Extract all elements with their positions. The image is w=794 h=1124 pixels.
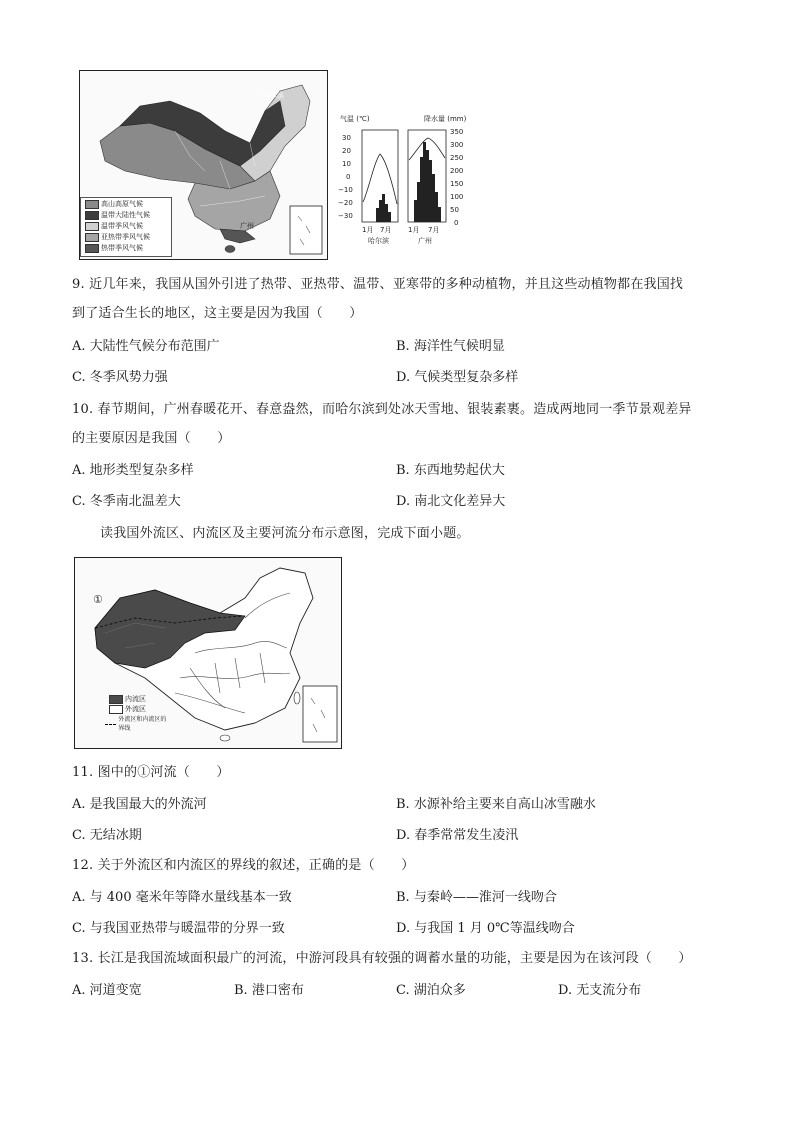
climate-map-figure [79,70,328,260]
south-sea-inset [290,206,322,254]
question-12-option-a[interactable]: A. 与 400 毫米年等降水量线基本一致 [72,890,292,905]
month-label: 7月 [380,226,392,234]
legend-swatch-exterior [109,705,123,714]
hainan-island [225,246,235,253]
harbin-precip-bars [376,194,391,222]
legend-swatch-plateau [85,200,99,209]
svg-text:200: 200 [450,167,464,175]
legend-label: 内流区 [125,695,146,703]
svg-text:30: 30 [342,134,351,142]
month-label: 1月 [362,226,374,234]
question-10-option-c[interactable]: C. 冬季南北温差大 [72,494,181,509]
climate-charts-figure [338,112,468,252]
question-13-option-d[interactable]: D. 无支流分布 [558,983,642,998]
question-10-option-d[interactable]: D. 南北文化差异大 [396,494,506,509]
question-12-option-d[interactable]: D. 与我国 1 月 0℃等温线吻合 [396,921,575,936]
svg-text:150: 150 [450,180,464,188]
climate-legend [80,197,172,257]
svg-text:0: 0 [454,219,459,227]
hainan-island [220,735,230,741]
question-9-stem-line1: 9. 近几年来，我国从国外引进了热带、亚热带、温带、亚寒带的多种动植物，并且这些动植物都在我国找 [72,277,684,292]
precip-ticks [450,128,463,227]
svg-text:100: 100 [450,193,464,201]
legend-swatch-temperate-monsoon [85,222,99,231]
question-9-option-a[interactable]: A. 大陆性气候分布范围广 [72,339,220,354]
question-9-option-c[interactable]: C. 冬季风势力强 [72,370,168,385]
question-12-stem: 12. 关于外流区和内流区的界线的叙述，正确的是（ ） [72,858,415,873]
question-12-option-c[interactable]: C. 与我国亚热带与暖温带的分界一致 [72,921,285,936]
question-11-option-a[interactable]: A. 是我国最大的外流河 [72,797,207,812]
legend-label: 高山高原气候 [101,200,143,208]
legend-swatch-subtropical-monsoon [85,233,99,242]
map-label-harbin: 哈尔滨 [263,92,284,100]
svg-text:300: 300 [450,141,464,149]
question-9-stem-line2: 到了适合生长的地区，这主要是因为我国（ ） [72,306,363,321]
question-10-stem-line1: 10. 春节期间，广州春暖花开、春意盎然，而哈尔滨到处冰天雪地、银装素裹。造成两地同一季节景观差异 [72,402,692,417]
legend-label: 温带大陆性气候 [101,211,150,219]
legend-label: 热带季风气候 [101,244,143,252]
svg-text:50: 50 [450,206,459,214]
svg-text:250: 250 [450,154,464,162]
question-10-option-a[interactable]: A. 地形类型复杂多样 [72,463,194,478]
question-9-option-d[interactable]: D. 气候类型复杂多样 [396,370,519,385]
svg-text:0: 0 [346,173,351,181]
map-label-guangzhou: 广州 [240,222,254,230]
climate-charts-drawing [338,112,468,252]
question-13-option-a[interactable]: A. 河道变宽 [72,983,142,998]
reading-instruction: 读我国外流区、内流区及主要河流分布示意图，完成下面小题。 [100,526,470,541]
harbin-temp-curve [363,154,397,204]
question-10-option-b[interactable]: B. 东西地势起伏大 [396,463,505,478]
question-11-option-d[interactable]: D. 春季常常发生凌汛 [396,828,519,843]
legend-swatch-boundary [105,724,116,725]
question-11-stem: 11. 图中的①河流（ ） [72,765,230,780]
city-label-harbin: 哈尔滨 [368,237,389,245]
legend-label: 亚热带季风气候 [101,233,150,241]
drainage-map-figure [74,557,342,749]
precip-axis-label: 降水量 (mm) [424,115,467,123]
taiwan-island [294,692,300,704]
svg-text:20: 20 [342,147,351,155]
question-10-stem-line2: 的主要原因是我国（ ） [72,431,231,446]
tropical-monsoon-region [220,229,255,243]
svg-text:−10: −10 [338,186,353,194]
city-label-guangzhou: 广州 [418,237,432,245]
legend-label: 外流区 [125,705,146,713]
question-13-stem: 13. 长江是我国流域面积最广的河流，中游河段具有较强的调蓄水量的功能，主要是因为在该河段（ ） [72,951,692,966]
legend-swatch-tropical-monsoon [85,244,99,253]
question-9-option-b[interactable]: B. 海洋性气候明显 [396,339,505,354]
legend-label: 外流区和内流区的界线 [118,716,167,732]
question-11-option-c[interactable]: C. 无结冰期 [72,828,142,843]
svg-text:350: 350 [450,128,464,136]
month-label: 7月 [428,226,440,234]
svg-text:10: 10 [342,160,351,168]
question-13-option-b[interactable]: B. 港口密布 [234,983,304,998]
question-13-option-c[interactable]: C. 湖泊众多 [396,983,466,998]
legend-label: 温带季风气候 [101,222,143,230]
question-12-option-b[interactable]: B. 与秦岭——淮河一线吻合 [396,890,557,905]
svg-text:−30: −30 [338,212,353,220]
temp-axis-label: 气温 (℃) [340,115,370,123]
legend-swatch-interior [109,695,123,704]
svg-text:−20: −20 [338,199,353,207]
temp-ticks [338,134,353,220]
month-label: 1月 [408,226,420,234]
river-marker-1: ① [93,593,103,606]
south-sea-inset [303,686,337,742]
drainage-legend [105,695,167,732]
legend-swatch-continental [85,211,99,220]
question-11-option-b[interactable]: B. 水源补给主要来自高山冰雪融水 [396,797,596,812]
guangzhou-precip-bars [414,142,441,222]
